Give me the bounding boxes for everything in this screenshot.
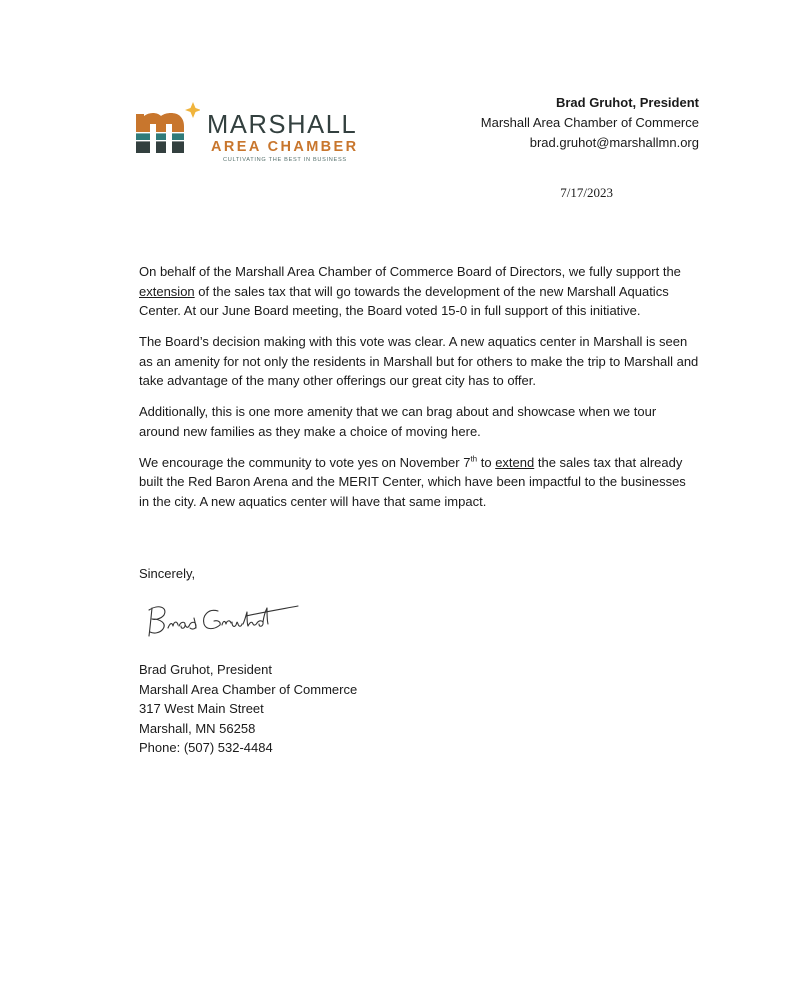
sender-name: Brad Gruhot, President [555, 95, 699, 110]
p4-text-b: to [477, 454, 496, 470]
sender-email: brad.gruhot@marshallmn.org [529, 135, 699, 150]
paragraph-3: Additionally, this is one more amenity that we can brag about and showcase when we tour around new families as they make a choice of moving here. [139, 404, 657, 439]
logo-name: MARSHALL [207, 111, 358, 139]
paragraph-4 [139, 453, 699, 512]
letter-body [139, 262, 699, 523]
p1-text-a: On behalf of the Marshall Area Chamber of Commerce Board of Directors, we fully support the [139, 264, 681, 279]
chamber-logo [136, 102, 376, 168]
sig-city: Marshall, MN 56258 [139, 720, 256, 736]
sig-name: Brad Gruhot, President [139, 662, 272, 677]
sender-header [481, 93, 699, 153]
sig-street: 317 West Main Street [139, 701, 264, 716]
signature-block [139, 660, 357, 758]
closing: Sincerely, [139, 566, 196, 581]
paragraph-1 [139, 262, 699, 321]
sig-phone: Phone: (507) 532-4484 [139, 740, 273, 755]
p4-text-c: the sales tax that already built the Red Baron Arena and the MERIT Center, which have been impactful to the businesses in the city. A new aquatics center will have that same impact. [139, 454, 686, 509]
paragraph-2: The Board’s decision making with this vote was clear. A new aquatics center in Marshall is seen as an amenity for not only the residents in Marshall but for others to make the trip to Marshall and take advantage of the many other offerings our great city has to offer. [139, 334, 699, 388]
sig-org: Marshall Area Chamber of Commerce [139, 681, 358, 697]
logo-tagline: CULTIVATING THE BEST IN BUSINESS [223, 157, 347, 163]
p1-underlined-word: extension [139, 283, 195, 299]
p4-text-a: We encourage the community to vote yes on November 7 [139, 454, 471, 470]
p4-superscript: th [470, 454, 478, 464]
p4-underlined-word: extend [495, 454, 535, 470]
chamber-m-mark-icon [136, 102, 200, 154]
sender-org: Marshall Area Chamber of Commerce [480, 115, 699, 130]
letter-date: 7/17/2023 [560, 185, 613, 200]
logo-subtitle: AREA CHAMBER [211, 139, 359, 155]
p1-text-b: of the sales tax that will go towards the development of the new Marshall Aquatics Center. At our June Board meeting, the Board voted 15-0 in full support of this initiative. [139, 283, 669, 318]
handwritten-signature [146, 598, 302, 640]
